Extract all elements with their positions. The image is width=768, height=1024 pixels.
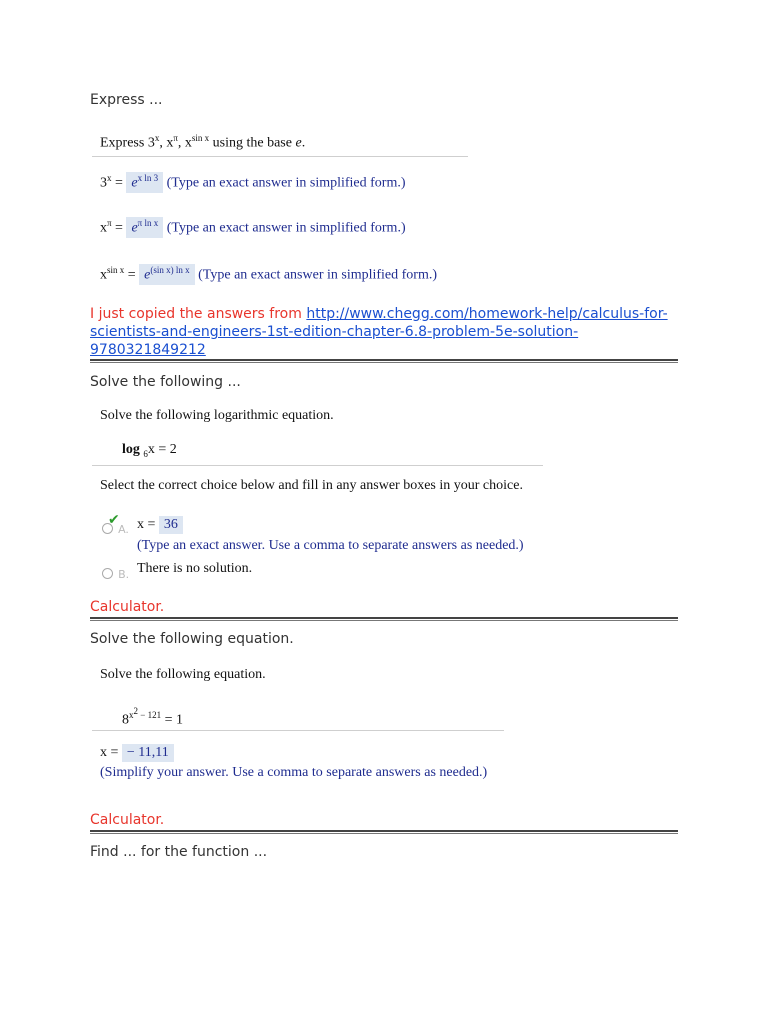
section-title-express: Express ... [90,92,163,108]
section-title-log: Solve the following ... [90,374,241,390]
source-link[interactable]: http://www.chegg.com/homework-help/calculus-for-scientists-and-engineers-1st-edition-chapter-6.8-problem-5e-solution-9780321849212 [90,306,668,358]
answer-box[interactable]: $e^{\pi ln x}$ [126,217,163,238]
divider [92,465,543,466]
divider [92,730,504,731]
log-prompt: Solve the following logarithmic equation. [100,408,334,423]
express-problem-statement: Express 3$^x$, $x^\pi$, $x^{sin x}$ using the base e. [100,133,306,151]
answer-box[interactable]: $e^{(sin x) ln x}$ [139,264,194,285]
radio-icon [102,568,113,579]
choice-a-hint: (Type an exact answer. Use a comma to separate answers as needed.) [137,538,524,553]
section-divider [90,830,678,834]
divider [92,156,468,157]
section-divider [90,617,678,621]
calculator-note: Calculator. [90,599,165,615]
answer-box[interactable]: − 11,11 [122,744,174,762]
express-answer-row: $x^\pi = e^{\pi ln x}$ (Type an exact answer in simplified form.) [100,218,406,236]
section-title-find: Find ... for the function ... [90,844,268,860]
source-note: I just copied the answers from http://www.chegg.com/homework-help/calculus-for-scientists-and-engineers-1st-edition-chapter-6.8-problem-5e-solution-9780321849212 [90,306,668,358]
choice-b: There is no solution. [137,561,253,576]
calculator-note: Calculator. [90,812,165,828]
section-divider [90,359,678,363]
exponential-equation: $8^{x^2 - 121} = 1$ [122,706,183,728]
choice-a: x = 36 [137,516,183,534]
equation-prompt: Solve the following equation. [100,667,266,682]
equation-hint: (Simplify your answer. Use a comma to separate answers as needed.) [100,765,488,780]
choice-a-radio[interactable]: ✔ A. [102,518,132,534]
equation-answer: x = − 11,11 [100,744,174,762]
select-instruction: Select the correct choice below and fill in any answer boxes in your choice. [100,478,523,493]
express-answer-row: $x^{sin x} = e^{(sin x) ln x}$ (Type an exact answer in simplified form.) [100,265,438,283]
answer-box[interactable]: 36 [159,516,183,534]
answer-box[interactable]: $e^{x ln 3}$ [126,172,163,193]
choice-b-radio[interactable]: B. [102,563,132,579]
section-title-equation: Solve the following equation. [90,631,294,647]
checkmark-icon: ✔ [108,512,120,528]
express-answer-row: $3^x = e^{x ln 3}$ (Type an exact answer in simplified form.) [100,173,406,191]
log-equation: log $_6$x = 2 [122,442,177,459]
